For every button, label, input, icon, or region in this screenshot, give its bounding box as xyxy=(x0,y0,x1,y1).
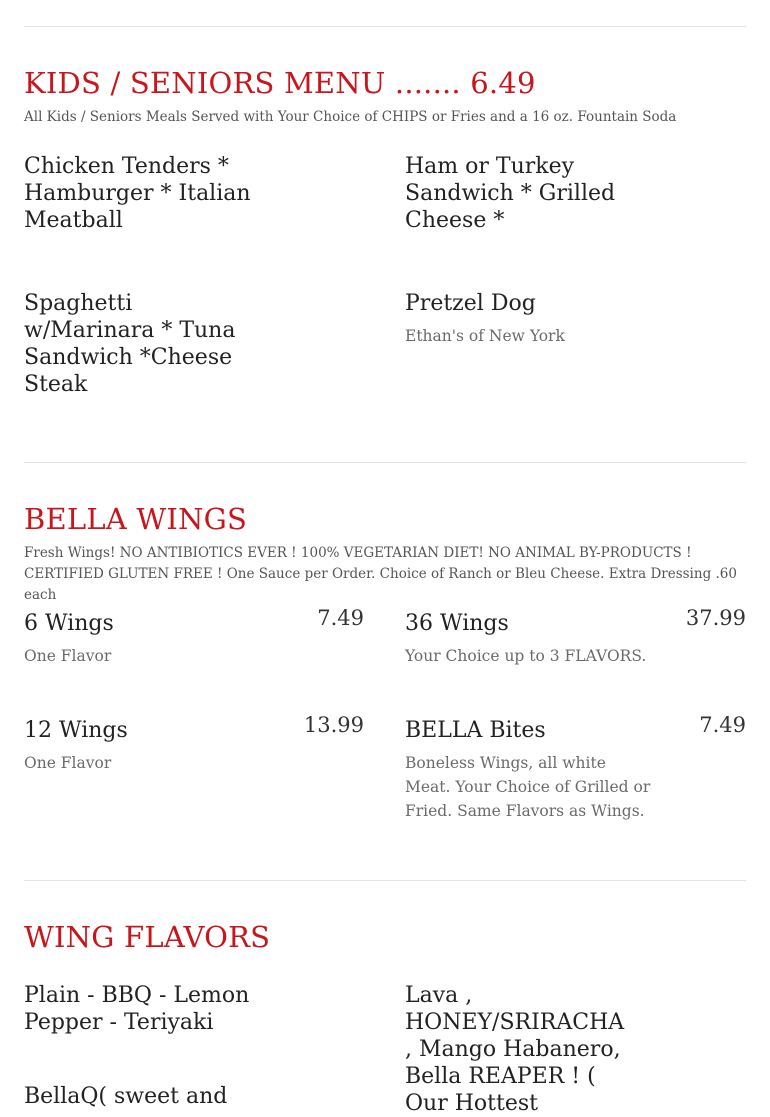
menu-item-description: Your Choice up to 3 FLAVORS. xyxy=(405,647,647,665)
menu-item[interactable] xyxy=(24,982,364,1036)
menu-item-description: One Flavor xyxy=(24,647,112,665)
menu-item-name: BellaQ( sweet and xyxy=(24,1084,228,1109)
bella-wings-title: BELLA WINGS xyxy=(24,502,248,536)
kids-seniors-description: All Kids / Seniors Meals Served with Your Choice of CHIPS or Fries and a 16 oz. Fountain Soda xyxy=(24,109,677,125)
wing-flavors-title: WING FLAVORS xyxy=(24,920,271,954)
menu-item-name: Chicken Tenders * Hamburger * Italian Meatball xyxy=(24,154,251,233)
menu-item-name: 12 Wings xyxy=(24,718,128,743)
menu-item[interactable] xyxy=(405,290,746,348)
menu-item-price: 7.49 xyxy=(317,606,364,630)
menu-item[interactable] xyxy=(24,606,364,668)
menu-item-name: Lava , HONEY/SRIRACHA , Mango Habanero, Bella REAPER ! ( Our Hottest xyxy=(405,983,625,1116)
menu-item[interactable] xyxy=(405,606,746,668)
menu-item-description: Boneless Wings, all white Meat. Your Choice of Grilled or Fried. Same Flavors as Wings. xyxy=(405,754,651,820)
menu-item[interactable] xyxy=(24,1083,364,1110)
menu-item-description: One Flavor xyxy=(24,754,112,772)
menu-item[interactable] xyxy=(24,713,364,775)
section-divider xyxy=(24,462,746,463)
bella-wings-description: Fresh Wings! NO ANTIBIOTICS EVER ! 100% VEGETARIAN DIET! NO ANIMAL BY-PRODUCTS ! CERTIFIED GLUTEN FREE ! One Sauce per Order. Choice of Ranch or Bleu Cheese. Extra Dressing .60 each xyxy=(24,545,737,603)
menu-item-name: BELLA Bites xyxy=(405,718,546,743)
section-divider xyxy=(24,26,746,27)
menu-item-description: Ethan's of New York xyxy=(405,327,565,345)
section-divider xyxy=(24,880,746,881)
menu-page xyxy=(24,0,746,1116)
menu-item-name: 36 Wings xyxy=(405,611,509,636)
kids-seniors-title: KIDS / SENIORS MENU ....... 6.49 xyxy=(24,66,536,100)
menu-item[interactable] xyxy=(24,290,364,398)
menu-item-price: 7.49 xyxy=(699,713,746,737)
menu-item-name: Pretzel Dog xyxy=(405,291,536,316)
menu-item[interactable] xyxy=(405,713,746,823)
menu-item-price: 13.99 xyxy=(303,713,364,737)
menu-item[interactable] xyxy=(405,982,746,1117)
menu-item-name: 6 Wings xyxy=(24,611,114,636)
menu-item-name: Plain - BBQ - Lemon Pepper - Teriyaki xyxy=(24,983,250,1035)
menu-item[interactable] xyxy=(405,153,746,234)
menu-item[interactable] xyxy=(24,153,364,234)
menu-item-name: Ham or Turkey Sandwich * Grilled Cheese * xyxy=(405,154,616,233)
menu-item-name: Spaghetti w/Marinara * Tuna Sandwich *Cheese Steak xyxy=(24,291,236,397)
menu-item-price: 37.99 xyxy=(685,606,746,630)
